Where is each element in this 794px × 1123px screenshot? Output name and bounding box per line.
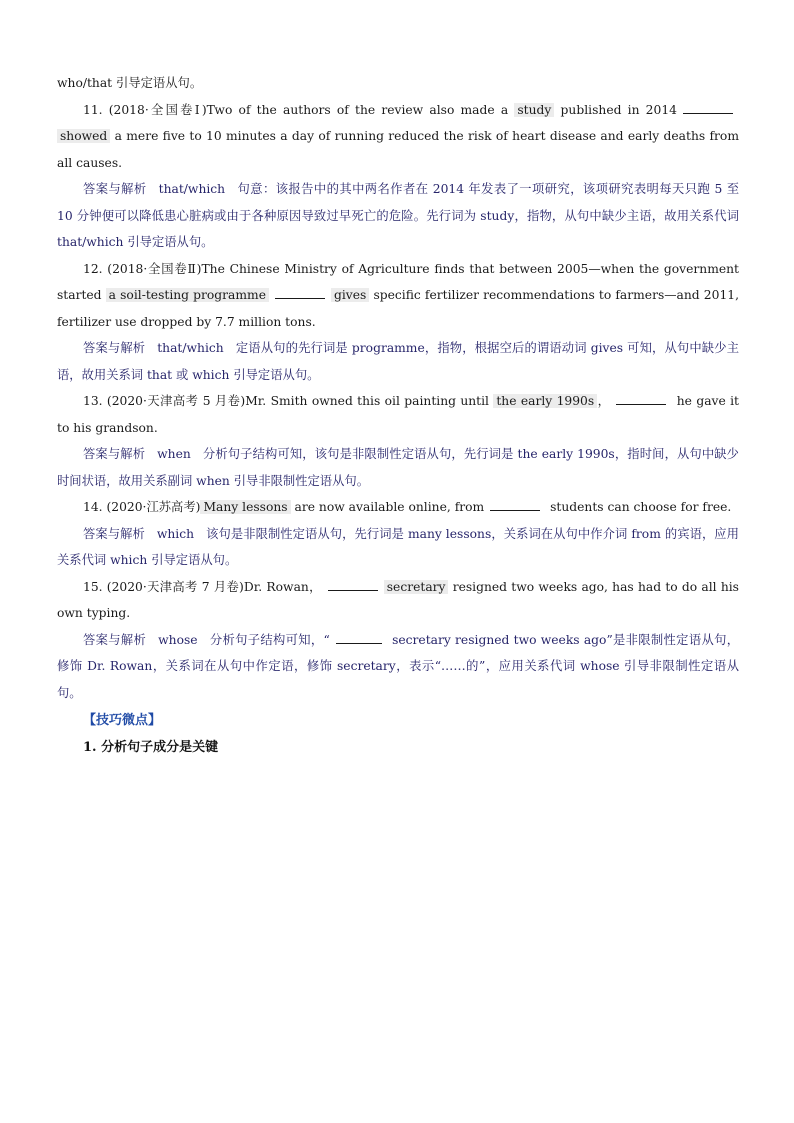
document-page: [57, 70, 739, 761]
q15-highlight-secretary: secretary: [384, 580, 449, 594]
bracket-open: 【: [83, 713, 97, 728]
q15-blank[interactable]: [328, 578, 378, 591]
bracket-close: 】: [148, 713, 162, 728]
q13-highlight-1990s: the early 1990s: [493, 394, 597, 408]
q12-text-post: specific fertilizer recommendations to farmers—and 2011, fertilizer use dropped by 7.7 million tons.: [57, 288, 739, 329]
answer-15: [57, 627, 739, 707]
answer-explanation: 分析句子结构可知，该句是非限制性定语从句，先行词是 the early 1990s，指时间，从句中缺少时间状语，故用关系副词 when 引导非限制性定语从句。: [57, 447, 739, 488]
q11-highlight-study: study: [514, 103, 554, 117]
q11-text-post: a mere five to 10 minutes a day of running reduced the risk of heart disease and early deaths from all causes.: [57, 129, 739, 170]
q12-blank[interactable]: [275, 286, 325, 299]
answer-explanation-pre: 分析句子结构可知，“: [209, 632, 330, 647]
answer-label: 答案与解析: [83, 182, 147, 196]
answer-explanation: 定语从句的先行词是 programme，指物，根据空后的谓语动词 gives 可知，从句中缺少主语，故用关系词 that 或 which 引导定语从句。: [57, 341, 739, 382]
q12-highlight-programme: a soil-testing programme: [106, 288, 269, 302]
q12-highlight-gives: gives: [331, 288, 369, 302]
q14-highlight-lessons: Many lessons: [200, 500, 290, 514]
answer-11: [57, 176, 739, 256]
q11-blank[interactable]: [683, 101, 733, 114]
answer-label: 答案与解析: [83, 341, 146, 355]
q14-blank[interactable]: [490, 498, 540, 511]
answer-explanation: 该句是非限制性定语从句，先行词是 many lessons，关系词在从句中作介词 from 的宾语，应用关系代词 which 引导定语从句。: [57, 526, 739, 567]
answer-14: [57, 521, 739, 574]
answer-key: whose: [158, 632, 198, 647]
q13-text-pre: 13. (2020·天津高考 5 月卷)Mr. Smith owned this oil painting until: [83, 394, 494, 408]
answer-key: when: [157, 447, 191, 461]
q14-text-mid: are now available online, from: [290, 500, 485, 514]
intro-line: who/that 引导定语从句。: [57, 76, 203, 90]
answer-key: that/which: [158, 182, 226, 196]
answer-label: 答案与解析: [83, 447, 146, 461]
answer-label: 答案与解析: [83, 526, 145, 541]
question-11: [57, 97, 739, 177]
q14-text-pre: 14. (2020·江苏高考): [83, 500, 201, 514]
answer-key: which: [156, 526, 195, 541]
q12-text-pre: 12. (2018·全国卷Ⅱ)The Chinese Ministry of Agriculture finds that between 2005—when the government started: [57, 261, 739, 302]
section-title: 技巧微点: [96, 713, 149, 728]
section-header: [83, 708, 739, 735]
answer-explanation-post: ”是非限制性定语从句，修饰 Dr. Rowan，关系词在从句中作定语，修饰 secretary，表示“……的”，应用关系代词 whose 引导非限制性定语从句。: [57, 632, 739, 700]
answer-12: [57, 335, 739, 388]
answer-key: that/which: [157, 341, 224, 355]
q14-text-post: students can choose for free.: [546, 500, 732, 514]
q11-text-pre: 11. (2018·全国卷Ⅰ)Two of the authors of the review also made a: [83, 102, 515, 117]
technique-point-1: 1. 分析句子成分是关键: [83, 739, 219, 755]
q11-text-mid: published in 2014: [554, 102, 677, 117]
answer-explanation: 句意：该报告中的其中两名作者在 2014 年发表了一项研究，该项研究表明每天只跑 5 至 10 分钟便可以降低患心脏病或由于各种原因导致过早死亡的危险。先行词为 study，指物，从句中缺少主语，故用关系代词 that/which 引导定语从句。: [57, 182, 739, 249]
question-14: [57, 494, 739, 521]
question-13: 13. (2020·天津高考 5 月卷)Mr. Smith owned this oil painting until the early 1990s ， he gave it to his grandson.: [57, 394, 739, 435]
answer-label: 答案与解析: [83, 632, 147, 647]
question-12: [57, 256, 739, 336]
question-15: [57, 574, 739, 627]
q13-blank[interactable]: [616, 392, 666, 405]
q15-text-pre: 15. (2020·天津高考 7 月卷)Dr. Rowan，: [83, 579, 322, 594]
answer-13: [57, 441, 739, 494]
q11-highlight-showed: showed: [57, 129, 110, 143]
answer-explanation-quote: secretary resigned two weeks ago: [387, 632, 607, 647]
q15-text-post: resigned two weeks ago, has had to do all his own typing.: [57, 579, 739, 620]
quoted-blank: [336, 631, 382, 644]
q13-text-post: he gave it to his grandson.: [57, 394, 739, 435]
